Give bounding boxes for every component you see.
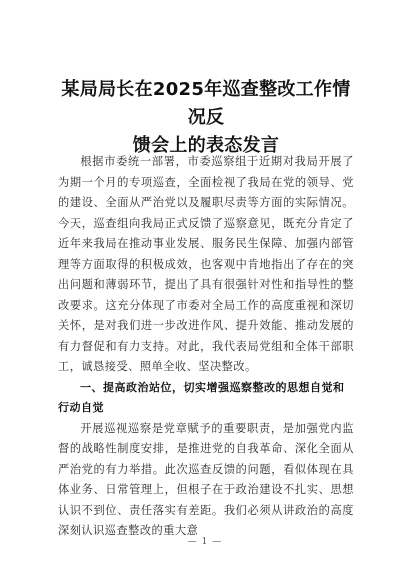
title-line-1: 某局局长在2025年巡查整改工作情况反 xyxy=(61,79,351,128)
body-paragraph: 开展巡视巡察是党章赋予的重要职责，是加强党内监督的战略性制度安排，是推进党的自我革命、深化全面从严治党的有力举措。此次巡查反馈的问题，看似体现在具体业务、日常管理上，但根子在于政治建设不扎实、思想认识不到位、责任落实有差距。我们必须从讲政治的高度深刻认识巡查整改的重大意 xyxy=(58,421,354,537)
title-line-2: 馈会上的表态发言 xyxy=(132,135,280,156)
document-title xyxy=(56,76,356,160)
document-body xyxy=(58,152,354,542)
section-heading: 一、提高政治站位，切实增强巡察整改的思想自觉和行动自觉 xyxy=(58,380,345,414)
page-number: — 1 — xyxy=(187,537,223,547)
body-paragraph: 根据市委统一部署，市委巡察组于近期对我局开展了为期一个月的专项巡查，全面检视了我局在党的领导、党的建设、全面从严治党以及履职尽责等方面的实际情况。今天，巡查组向我局正式反馈了巡察意见，既充分肯定了近年来我局在推动事业发展、服务民生保障、加强内部管理等方面取得的积极成效，也客观中肯地指出了存在的突出问题和薄弱环节，提出了具有很强针对性和指导性的整改要求。这充分体现了市委对全局工作的高度重视和深切关怀，是对我们进一步改进作风、提升效能、推动发展的有力督促和有力支持。对此，我代表局党组和全体干部职工，诚恳接受、照单全收、坚决整改。 xyxy=(58,155,354,373)
